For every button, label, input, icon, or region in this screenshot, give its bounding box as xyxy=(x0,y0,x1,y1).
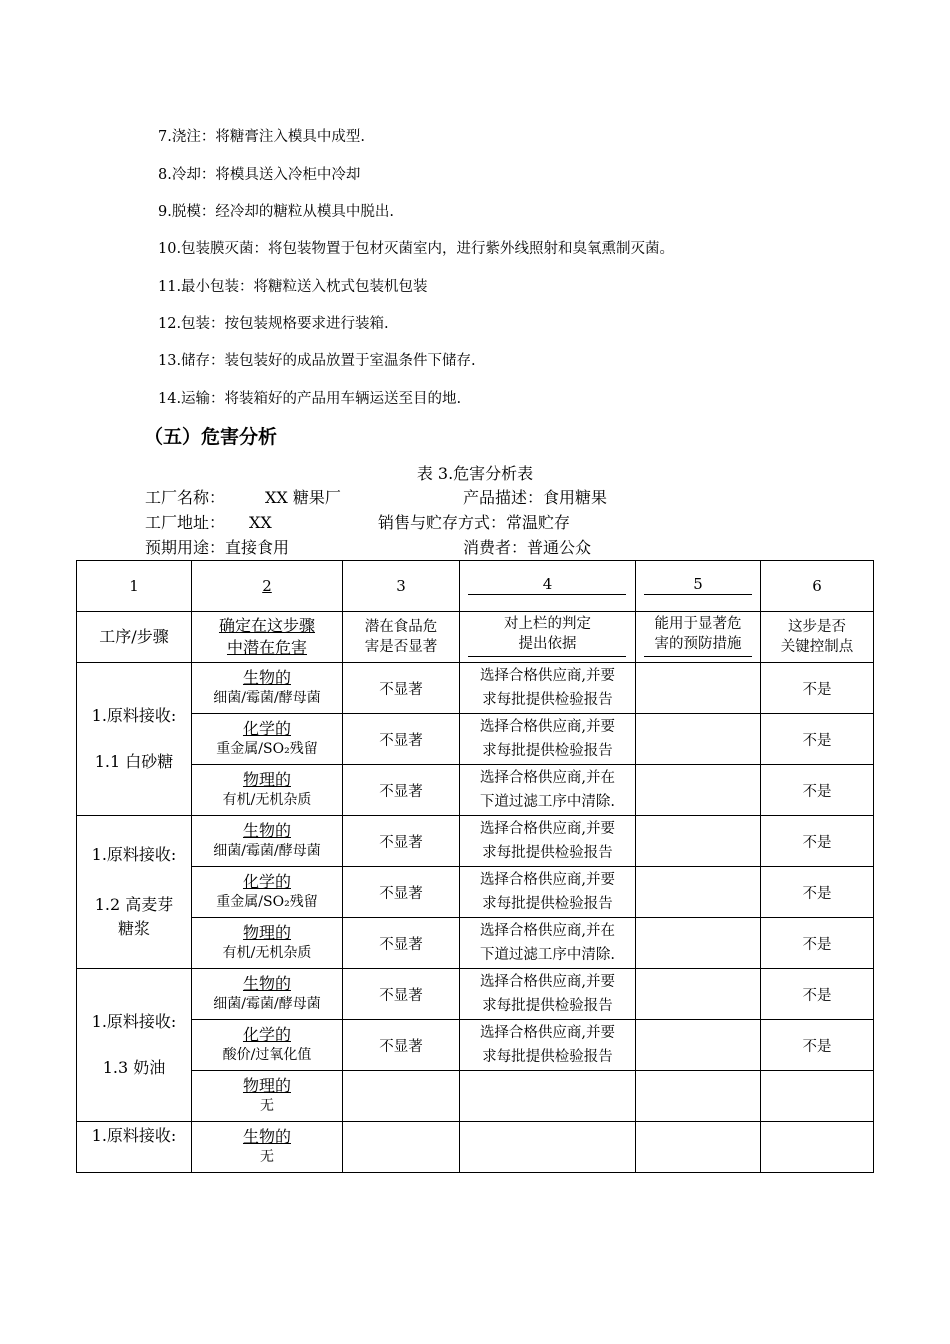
ccp-cell: 不是 xyxy=(802,885,832,902)
ccp-cell: 不是 xyxy=(802,936,832,953)
hazard-type: 生物的 xyxy=(242,974,291,993)
header-label: 对上栏的判定 xyxy=(504,616,591,632)
hazard-type: 生物的 xyxy=(242,668,291,687)
header-label: 能用于显著危 xyxy=(654,616,742,632)
header-critical-control-point xyxy=(761,612,873,662)
significance-cell: 不显著 xyxy=(379,681,423,698)
hazard-detail: 有机/无机杂质 xyxy=(222,945,312,961)
basis-line: 求每批提供检验报告 xyxy=(482,998,613,1014)
header-judgment-basis xyxy=(460,612,635,656)
basis-line: 选择合格供应商,并要 xyxy=(479,668,616,684)
significance-cell: 不显著 xyxy=(379,936,423,953)
basis-cell xyxy=(460,816,635,866)
header-significance xyxy=(343,612,459,662)
measure-cell xyxy=(636,765,760,815)
table-caption: 表 3.危害分析表 xyxy=(416,464,534,483)
basis-line: 选择合格供应商,并在 xyxy=(479,923,616,939)
basis-line: 求每批提供检验报告 xyxy=(482,692,613,708)
process-line: 1.原料接收: xyxy=(91,1012,177,1031)
process-cell xyxy=(77,816,191,968)
basis-line: 选择合格供应商,并在 xyxy=(479,770,616,786)
factory-name: 工厂名称： XX 糖果厂 xyxy=(145,488,341,507)
header-process-step xyxy=(77,612,191,662)
basis-line: 求每批提供检验报告 xyxy=(482,1049,613,1065)
measure-cell xyxy=(636,1122,760,1172)
significance-cell: 不显著 xyxy=(379,987,423,1004)
basis-cell xyxy=(460,1020,635,1070)
process-step: 8.冷却：将模具送入冷柜中冷却 xyxy=(158,167,361,183)
basis-cell xyxy=(460,663,635,713)
measure-cell xyxy=(636,714,760,764)
process-step: 9.脱模：经冷却的糖粒从模具中脱出. xyxy=(158,204,394,220)
basis-line: 选择合格供应商,并要 xyxy=(479,821,616,837)
header-label: 关键控制点 xyxy=(780,639,854,655)
hazard-cell xyxy=(192,969,342,1019)
header-label: 潜在食品危 xyxy=(364,619,438,635)
header-label: 工序/步骤 xyxy=(99,627,169,646)
basis-line: 选择合格供应商,并要 xyxy=(479,872,616,888)
header-col-4: 4 xyxy=(542,575,553,593)
basis-cell xyxy=(460,1071,635,1121)
hazard-type: 生物的 xyxy=(242,821,291,840)
hazard-cell xyxy=(192,1020,342,1070)
hazard-type: 化学的 xyxy=(242,1025,291,1044)
ccp-cell: 不是 xyxy=(802,834,832,851)
header-col-1: 1 xyxy=(129,577,139,595)
header-col-2: 2 xyxy=(262,577,272,595)
hazard-detail: 重金属/SO₂残留 xyxy=(216,894,318,910)
significance-cell: 不显著 xyxy=(379,783,423,800)
hazard-detail: 细菌/霉菌/酵母菌 xyxy=(213,690,321,706)
basis-cell xyxy=(460,714,635,764)
process-line: 1.原料接收: xyxy=(91,1126,177,1145)
measure-cell xyxy=(636,663,760,713)
hazard-detail: 细菌/霉菌/酵母菌 xyxy=(213,843,321,859)
hazard-type: 物理的 xyxy=(242,923,291,942)
header-potential-hazard xyxy=(192,612,342,662)
measure-cell xyxy=(636,1020,760,1070)
header-preventive-measures xyxy=(636,612,760,656)
process-line: 1.1 白砂糖 xyxy=(94,752,174,771)
basis-cell xyxy=(460,765,635,815)
hazard-cell xyxy=(192,1071,342,1121)
process-line: 1.原料接收: xyxy=(91,845,177,864)
intended-use: 预期用途：直接食用 xyxy=(145,538,290,557)
ccp-cell: 不是 xyxy=(802,783,832,800)
basis-line: 下道过滤工序中清除. xyxy=(479,947,616,963)
consumer: 消费者：普通公众 xyxy=(463,538,592,557)
hazard-cell xyxy=(192,816,342,866)
significance-cell: 不显著 xyxy=(379,1038,423,1055)
hazard-detail: 有机/无机杂质 xyxy=(222,792,312,808)
process-step: 7.浇注：将糖膏注入模具中成型. xyxy=(158,129,365,145)
basis-line: 求每批提供检验报告 xyxy=(482,845,613,861)
header-col-3: 3 xyxy=(396,577,406,595)
process-line: 1.2 高麦芽 xyxy=(94,895,174,914)
storage-method: 销售与贮存方式：常温贮存 xyxy=(378,513,571,532)
header-label: 害是否显著 xyxy=(364,639,438,655)
measure-cell xyxy=(636,969,760,1019)
process-step: 13.储存：装包装好的成品放置于室温条件下储存. xyxy=(158,353,476,369)
header-col-6: 6 xyxy=(812,577,822,595)
section-title: （五）危害分析 xyxy=(144,426,278,448)
measure-cell xyxy=(636,816,760,866)
basis-line: 下道过滤工序中清除. xyxy=(479,794,616,810)
hazard-detail: 重金属/SO₂残留 xyxy=(216,741,318,757)
basis-line: 选择合格供应商,并要 xyxy=(479,974,616,990)
factory-address: 工厂地址： XX xyxy=(145,513,272,532)
basis-line: 求每批提供检验报告 xyxy=(482,896,613,912)
header-label: 提出依据 xyxy=(518,636,577,652)
hazard-cell xyxy=(192,918,342,968)
header-label: 中潜在危害 xyxy=(226,638,307,657)
process-cell xyxy=(77,1122,191,1172)
hazard-cell xyxy=(192,765,342,815)
measure-cell xyxy=(636,867,760,917)
process-line: 糖浆 xyxy=(117,919,150,938)
ccp-cell: 不是 xyxy=(802,1038,832,1055)
process-step: 14.运输：将装箱好的产品用车辆运送至目的地. xyxy=(158,391,462,407)
hazard-type: 化学的 xyxy=(242,872,291,891)
product-description: 产品描述：食用糖果 xyxy=(463,488,608,507)
basis-line: 选择合格供应商,并要 xyxy=(479,719,616,735)
significance-cell xyxy=(343,1122,459,1172)
header-label: 确定在这步骤 xyxy=(218,616,315,635)
process-step: 10.包装膜灭菌：将包装物置于包材灭菌室内，进行紫外线照射和臭氧熏制灭菌。 xyxy=(158,241,675,257)
basis-line: 求每批提供检验报告 xyxy=(482,743,613,759)
ccp-cell: 不是 xyxy=(802,987,832,1004)
hazard-detail: 无 xyxy=(260,1098,274,1114)
basis-cell xyxy=(460,1122,635,1172)
ccp-cell: 不是 xyxy=(802,732,832,749)
significance-cell xyxy=(343,1071,459,1121)
measure-cell xyxy=(636,1071,760,1121)
hazard-cell xyxy=(192,714,342,764)
hazard-cell xyxy=(192,867,342,917)
basis-cell xyxy=(460,918,635,968)
process-line: 1.3 奶油 xyxy=(102,1058,166,1077)
header-col-5: 5 xyxy=(693,575,703,593)
hazard-detail: 酸价/过氧化值 xyxy=(222,1047,312,1063)
hazard-detail: 无 xyxy=(260,1149,274,1165)
significance-cell: 不显著 xyxy=(379,834,423,851)
header-label: 害的预防措施 xyxy=(654,636,742,652)
ccp-cell: 不是 xyxy=(802,681,832,698)
process-step: 12.包装：按包装规格要求进行装箱. xyxy=(158,316,389,332)
hazard-cell xyxy=(192,663,342,713)
basis-cell xyxy=(460,867,635,917)
ccp-cell xyxy=(761,1122,873,1172)
basis-line: 选择合格供应商,并要 xyxy=(479,1025,616,1041)
process-step: 11.最小包装：将糖粒送入枕式包装机包装 xyxy=(158,279,428,295)
hazard-type: 化学的 xyxy=(242,719,291,738)
basis-cell xyxy=(460,969,635,1019)
process-cell xyxy=(77,969,191,1121)
hazard-detail: 细菌/霉菌/酵母菌 xyxy=(213,996,321,1012)
header-label: 这步是否 xyxy=(788,619,846,635)
hazard-cell xyxy=(192,1122,342,1172)
hazard-type: 生物的 xyxy=(242,1127,291,1146)
significance-cell: 不显著 xyxy=(379,732,423,749)
measure-cell xyxy=(636,918,760,968)
hazard-type: 物理的 xyxy=(242,1076,291,1095)
process-line: 1.原料接收: xyxy=(91,706,177,725)
significance-cell: 不显著 xyxy=(379,885,423,902)
ccp-cell xyxy=(761,1071,873,1121)
hazard-type: 物理的 xyxy=(242,770,291,789)
process-cell xyxy=(77,663,191,815)
